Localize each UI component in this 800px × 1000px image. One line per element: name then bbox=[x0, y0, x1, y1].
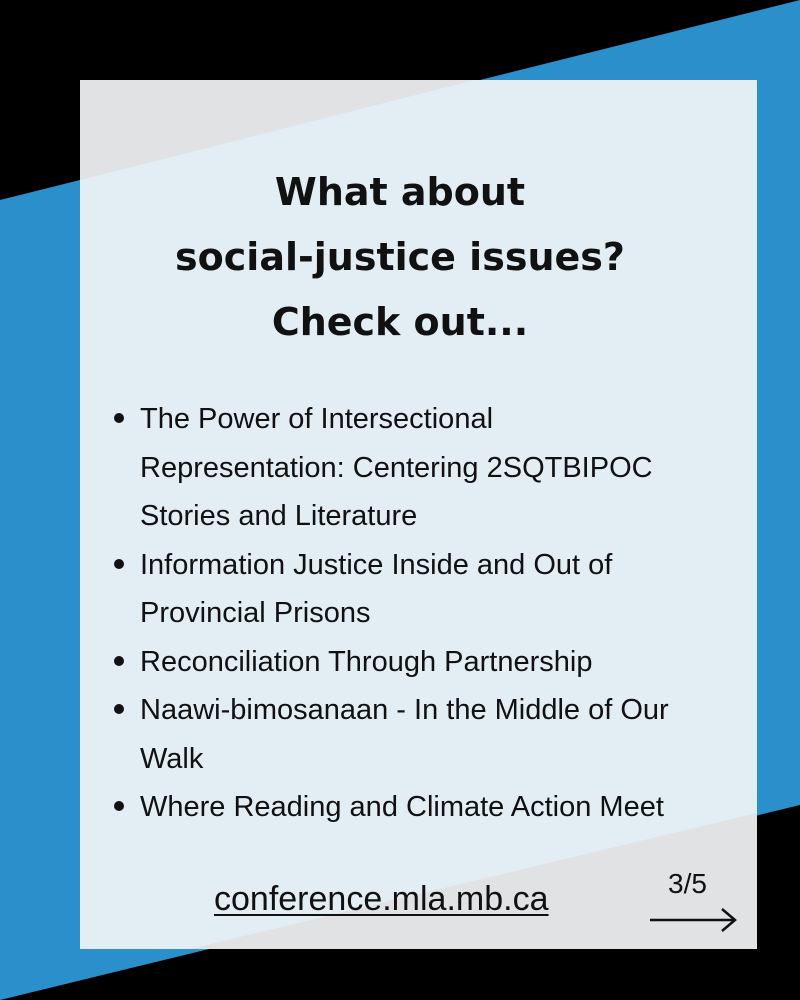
list-item: Naawi-bimosanaan - In the Middle of Our Walk bbox=[0, 686, 680, 783]
session-list bbox=[0, 395, 680, 832]
conference-url-link[interactable]: conference.mla.mb.ca bbox=[214, 880, 549, 918]
heading-line-3: Check out... bbox=[271, 300, 529, 344]
heading-line-1: What about bbox=[274, 170, 526, 214]
list-item: Reconciliation Through Partnership bbox=[0, 638, 680, 687]
arrow-right-icon[interactable] bbox=[648, 904, 740, 936]
list-item: Where Reading and Climate Action Meet bbox=[0, 783, 680, 832]
list-item: Information Justice Inside and Out of Provincial Prisons bbox=[0, 541, 680, 638]
heading-line-2: social-justice issues? bbox=[175, 235, 625, 279]
heading bbox=[0, 160, 800, 355]
page-indicator: 3/5 bbox=[668, 868, 707, 899]
list-item: The Power of Intersectional Representation: Centering 2SQTBIPOC Stories and Literature bbox=[0, 395, 680, 541]
